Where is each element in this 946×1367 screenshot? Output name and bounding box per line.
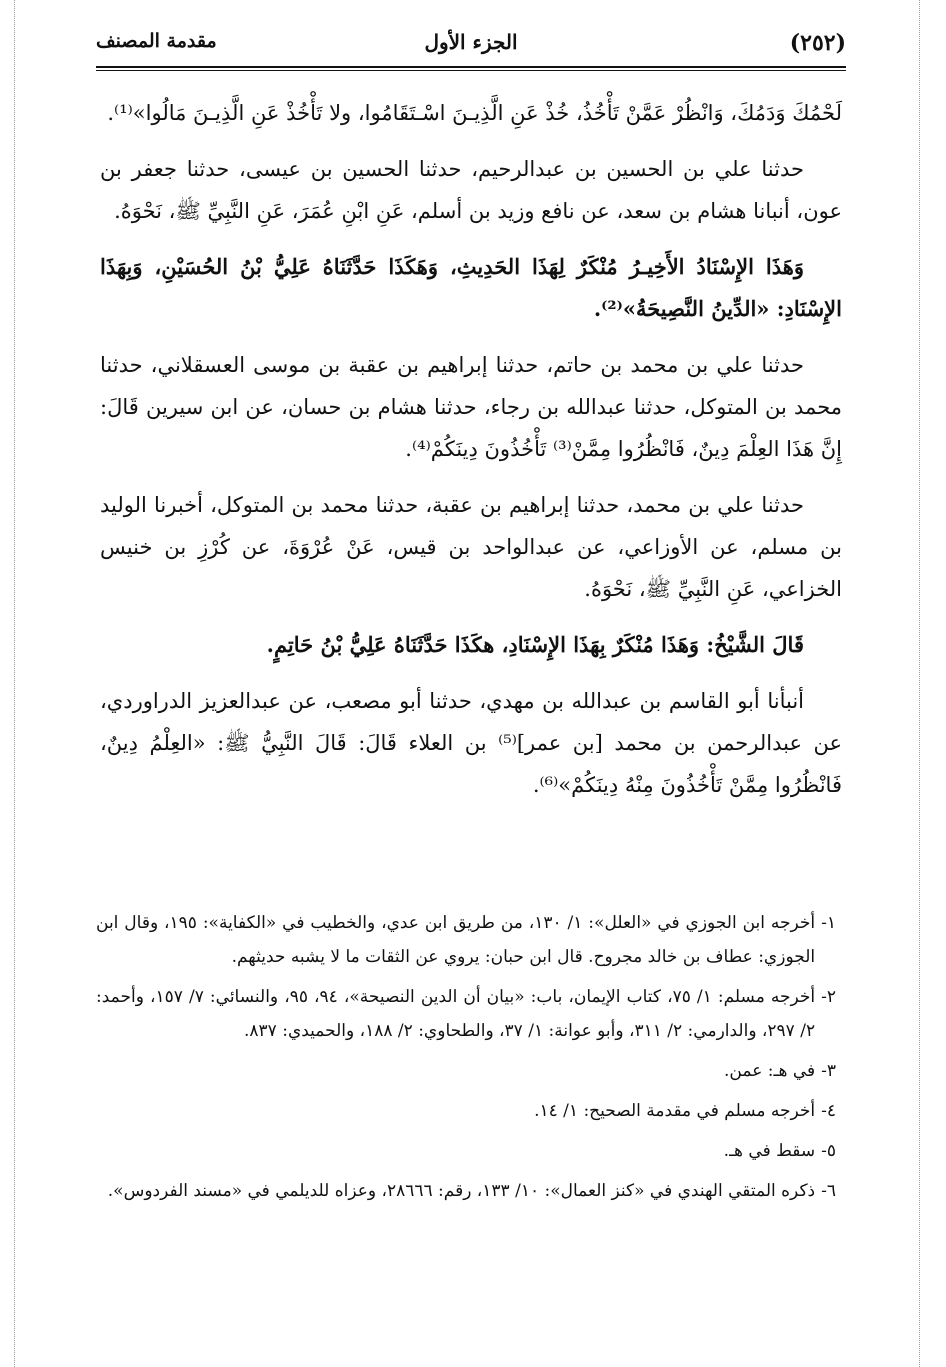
footnote-number: ٣-: [821, 1061, 836, 1081]
paragraph: لَحْمُكَ وَدَمُكَ، وَانْظُرْ عَمَّنْ تَأْخُذُ، خُذْ عَنِ الَّذِيـنَ اسْـتَقَامُوا، ولا تَأْخُذْ عَنِ الَّذِيـنَ مَالُوا»⁽¹⁾.: [107, 101, 842, 125]
paragraph: قَالَ الشَّيْخُ: وَهَذَا مُنْكَرٌ بِهَذَا الإِسْنَادِ، هكَذَا حَدَّثَنَاهُ عَلِيُّ بْنُ حَاتِمٍ.: [266, 632, 804, 657]
footnote: [96, 1054, 836, 1088]
footnote: [96, 980, 836, 1048]
footnote: [96, 1174, 836, 1208]
footnote-text: في هـ: عمن.: [724, 1061, 816, 1081]
footnote: [96, 1134, 836, 1168]
page-number: (٢٥٢): [789, 30, 846, 56]
main-text: [100, 92, 842, 820]
footnote-number: ٢-: [821, 987, 836, 1007]
footnote-number: ٤-: [821, 1101, 836, 1121]
footnote: [96, 1094, 836, 1128]
header-rule: [96, 66, 846, 71]
paragraph: حدثنا علي بن محمد، حدثنا إبراهيم بن عقبة، حدثنا محمد بن المتوكل، أخبرنا الوليد بن مسلم، عن الأوزاعي، عن عبدالواحد بن قيس، عَنْ عُرْوَةَ، عن كُرْزِ بن خنيس الخزاعي، عَنِ النَّبِيِّ ﷺ، نَحْوَهُ.: [100, 493, 842, 601]
footnotes: [96, 906, 836, 1214]
paragraph: حدثنا علي بن محمد بن حاتم، حدثنا إبراهيم بن عقبة بن موسى العسقلاني، حدثنا محمد بن المتوكل، حدثنا عبدالله بن رجاء، حدثنا هشام بن حسان، عن ابن سيرين قَالَ: إِنَّ هَذَا العِلْمَ دِينٌ، فَانْظُرُوا مِمَّنْ⁽³⁾ تَأْخُذُونَ دِينَكُمْ⁽⁴⁾.: [100, 353, 842, 461]
paragraph: حدثنا علي بن الحسين بن عبدالرحيم، حدثنا الحسين بن عيسى، حدثنا جعفر بن عون، أنبانا هشام بن سعد، عن نافع وزيد بن أسلم، عَنِ ابْنِ عُمَرَ، عَنِ النَّبِيِّ ﷺ، نَحْوَهُ.: [100, 157, 842, 223]
running-header: [96, 28, 846, 68]
margin-dotted-line-right: [919, 0, 920, 1367]
footnote-text: سقط في هـ.: [723, 1141, 816, 1161]
footnote-number: ٥-: [821, 1141, 836, 1161]
footnote-text: أخرجه ابن الجوزي في «العلل»: ١/ ١٣٠، من طريق ابن عدي، والخطيب في «الكفاية»: ١٩٥، وقال ابن الجوزي: عطاف بن خالد مجروح. قال ابن حبان: يروي عن الثقات ما لا يشبه حديثهم.: [96, 913, 816, 967]
paragraph: وَهَذَا الإِسْنَادُ الأَخِيـرُ مُنْكَرٌ لِهَذَا الحَدِيثِ، وَهَكَذَا حَدَّثَنَاهُ عَلِيُّ بْنُ الحُسَيْنِ، وَبِهَذَا الإِسْنَادِ: «الدِّينُ النَّصِيحَةُ»⁽²⁾.: [100, 254, 842, 321]
footnote-number: ١-: [821, 913, 836, 933]
book-section-title: مقدمة المصنف: [96, 30, 217, 52]
paragraph: أنبأنا أبو القاسم بن عبدالله بن مهدي، حدثنا أبو مصعب، عن عبدالعزيز الدراوردي، عن عبدالرحمن بن محمد [بن عمر]⁽⁵⁾ بن العلاء قَالَ: قَالَ النَّبِيُّ ﷺ: «العِلْمُ دِينٌ، فَانْظُرُوا مِمَّنْ تَأْخُذُونَ مِنْهُ دِينَكُمْ»⁽⁶⁾.: [100, 689, 843, 797]
footnote-text: أخرجه مسلم: ١/ ٧٥، كتاب الإيمان، باب: «بيان أن الدين النصيحة»، ٩٤، ٩٥، والنسائي: ٧/ ١٥٧، وأحمد: ٢/ ٢٩٧، والدارمي: ٢/ ٣١١، وأبو عوانة: ١/ ٣٧، والطحاوي: ٢/ ١٨٨، والحميدي: ٨٣٧.: [96, 987, 816, 1041]
margin-dotted-line-left: [14, 0, 15, 1367]
footnote-text: ذكره المتقي الهندي في «كنز العمال»: ١٠/ ١٣٣، رقم: ٢٨٦٦٦، وعزاه للديلمي في «مسند الفردوس».: [107, 1181, 816, 1201]
part-title: الجزء الأول: [424, 30, 518, 54]
footnote-text: أخرجه مسلم في مقدمة الصحيح: ١/ ١٤.: [534, 1101, 816, 1121]
footnote: [96, 906, 836, 974]
footnote-number: ٦-: [821, 1181, 836, 1201]
